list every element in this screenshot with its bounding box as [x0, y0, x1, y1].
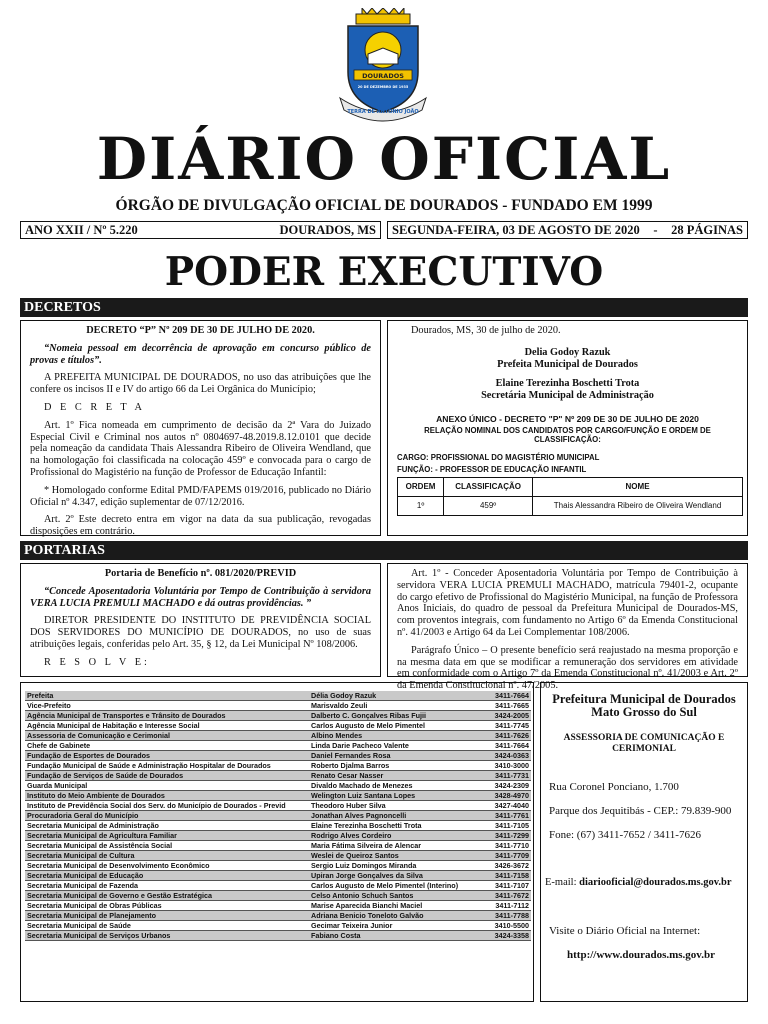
- table-row: [25, 791, 531, 801]
- portarias-bar: PORTARIAS: [20, 541, 748, 560]
- directory-office: Secretaria Municipal de Assistência Social: [25, 841, 309, 851]
- prefeitura-department: ASSESSORIA DE COMUNICAÇÃO E CERIMONIAL: [563, 733, 725, 754]
- table-row: [25, 701, 531, 711]
- table-row: [25, 741, 531, 751]
- decreto-art1: Art. 1º Fica nomeada em cumprimento de decisão da 2ª Vara do Juizado Especial Civil e Criminal nos autos nº 0804697-48.2019.8.12.0101 que decide pela nomeação da candidata Thais Alessandra Ribeiro de Oliveira Wendland, que na homologação foi classificada na colocação 459º e convocada para o cargo de Profissional do Magistério na função de Professor de Educação Infantil:: [30, 419, 371, 478]
- date-box: [387, 221, 748, 239]
- directory-office: Assessoria de Comunicação e Cerimonial: [25, 731, 309, 741]
- directory-phone: 3411-7788: [489, 911, 531, 921]
- directory-phone: 3427-4040: [489, 801, 531, 811]
- directory-phone: 3411-7710: [489, 841, 531, 851]
- directory-panel: [20, 682, 534, 1002]
- annex-header-nome: NOME: [533, 478, 743, 497]
- directory-office: Secretaria Municipal de Cultura: [25, 851, 309, 861]
- directory-phone: 3426-3672: [489, 861, 531, 871]
- directory-name: Dalberto C. Gonçalves Ribas Fujii: [309, 711, 489, 721]
- directory-phone: 3411-7761: [489, 811, 531, 821]
- masthead-title: DIÁRIO OFICIAL: [96, 125, 672, 193]
- directory-phone: 3424-2309: [489, 781, 531, 791]
- directory-table: [25, 691, 531, 941]
- signature-1-name: Delia Godoy Razuk: [524, 346, 611, 358]
- directory-phone: 3411-7731: [489, 771, 531, 781]
- directory-phone: 3411-7107: [489, 881, 531, 891]
- directory-phone: 3411-7158: [489, 871, 531, 881]
- directory-name: Renato Cesar Nasser: [309, 771, 489, 781]
- annex-header-ordem: ORDEM: [398, 478, 444, 497]
- decreto-annex-panel: [387, 320, 748, 536]
- directory-name: Linda Darie Pacheco Valente: [309, 741, 489, 751]
- directory-name: Marise Aparecida Bianchi Maciel: [309, 901, 489, 911]
- directory-office: Secretaria Municipal de Governo e Gestão Estratégica: [25, 891, 309, 901]
- directory-name: Weslei de Queiroz Santos: [309, 851, 489, 861]
- prefeitura-visit: Visite o Diário Oficial na Internet:: [549, 925, 701, 937]
- directory-office: Secretaria Municipal de Fazenda: [25, 881, 309, 891]
- decreto-title: DECRETO “P” Nº 209 DE 30 DE JULHO DE 2020.: [86, 325, 315, 336]
- directory-office: Secretaria Municipal de Obras Públicas: [25, 901, 309, 911]
- directory-name: Fabiano Costa: [309, 931, 489, 941]
- directory-phone: 3411-7745: [489, 721, 531, 731]
- directory-phone: 3410-5500: [489, 921, 531, 931]
- table-row: [25, 721, 531, 731]
- prefeitura-title: Prefeitura Municipal de Dourados Mato Grosso do Sul: [552, 692, 736, 719]
- directory-phone: 3411-7709: [489, 851, 531, 861]
- directory-office: Secretaria Municipal de Saúde: [25, 921, 309, 931]
- portaria-articles-panel: [387, 563, 748, 692]
- portaria-resolve: R E S O L V E:: [44, 656, 150, 668]
- table-row: [25, 751, 531, 761]
- table-row: [25, 811, 531, 821]
- table-row: [25, 881, 531, 891]
- table-row: [25, 891, 531, 901]
- directory-office: Secretaria Municipal de Educação: [25, 871, 309, 881]
- email-label: E-mail:: [545, 877, 580, 888]
- directory-name: Upiran Jorge Gonçalves da Silva: [309, 871, 489, 881]
- directory-phone: 3411-7664: [489, 691, 531, 701]
- directory-office: Procuradoria Geral do Município: [25, 811, 309, 821]
- annex-title: ANEXO ÚNICO - DECRETO "P" Nº 209 DE 30 DE JULHO DE 2020: [436, 413, 699, 424]
- annex-subtitle: RELAÇÃO NOMINAL DOS CANDIDATOS POR CARGO/FUNÇÃO E ORDEM DE CLASSIFICAÇÃO:: [424, 425, 711, 444]
- directory-phone: 3411-7112: [489, 901, 531, 911]
- table-row: [25, 711, 531, 721]
- directory-phone: 3428-4970: [489, 791, 531, 801]
- directory-name: Gecimar Teixeira Junior: [309, 921, 489, 931]
- prefeitura-address: Rua Coronel Ponciano, 1.700: [549, 781, 679, 793]
- signature-2-role: Secretária Municipal de Administração: [481, 390, 654, 402]
- decreto-preamble: A PREFEITA MUNICIPAL DE DOURADOS, no uso das atribuições que lhe confere os incisos II e IV do artigo 66 da Lei Orgânica do Município;: [30, 372, 371, 396]
- directory-office: Secretaria Municipal de Desenvolvimento Econômico: [25, 861, 309, 871]
- directory-name: Maria Fátima Silveira de Alencar: [309, 841, 489, 851]
- table-row: [25, 911, 531, 921]
- table-row: [25, 931, 531, 941]
- directory-name: Albino Mendes: [309, 731, 489, 741]
- masthead-subtitle: ÓRGÃO DE DIVULGAÇÃO OFICIAL DE DOURADOS - FUNDADO EM 1999: [115, 197, 653, 214]
- table-row: [25, 761, 531, 771]
- prefeitura-email-line: [545, 877, 745, 888]
- directory-office: Prefeita: [25, 691, 309, 701]
- directory-office: Fundação de Esportes de Dourados: [25, 751, 309, 761]
- edition-number: ANO XXII / Nº 5.220: [25, 222, 138, 237]
- annex-cell-nome: Thais Alessandra Ribeiro de Oliveira Wendland: [533, 497, 743, 516]
- directory-office: Chefe de Gabinete: [25, 741, 309, 751]
- directory-name: Welington Luiz Santana Lopes: [309, 791, 489, 801]
- decreto-homologado: * Homologado conforme Edital PMD/FAPEMS 019/2016, publicado no Diário Oficial nº 4.347, edição suplementar de 07/12/2016.: [30, 484, 371, 508]
- decreto-art2: Art. 2º Este decreto entra em vigor na data da sua publicação, revogadas disposições em contrário.: [30, 514, 371, 538]
- prefeitura-url[interactable]: http://www.dourados.ms.gov.br: [567, 949, 715, 961]
- directory-phone: 3424-3358: [489, 931, 531, 941]
- directory-phone: 3411-7299: [489, 831, 531, 841]
- directory-office: Secretaria Municipal de Administração: [25, 821, 309, 831]
- table-row: [25, 801, 531, 811]
- signature-1-role: Prefeita Municipal de Dourados: [497, 358, 638, 370]
- directory-name: Délia Godoy Razuk: [309, 691, 489, 701]
- table-row: [25, 831, 531, 841]
- dourados-crest-logo: [336, 8, 430, 126]
- directory-phone: 3411-7672: [489, 891, 531, 901]
- directory-name: Jonathan Alves Pagnoncelli: [309, 811, 489, 821]
- directory-name: Daniel Fernandes Rosa: [309, 751, 489, 761]
- annex-funcao: FUNÇÃO: - PROFESSOR DE EDUCAÇÃO INFANTIL: [397, 464, 587, 474]
- annex-cell-classificacao: 459º: [444, 497, 533, 516]
- crest-ribbon: 20 DE DEZEMBRO DE 1935: [357, 85, 409, 89]
- directory-phone: 3411-7665: [489, 701, 531, 711]
- directory-office: Vice-Prefeito: [25, 701, 309, 711]
- table-row: [25, 821, 531, 831]
- table-row: [25, 691, 531, 701]
- portaria-paragrafo: Parágrafo Único – O presente benefício será reajustado na mesma proporção e na mesma data em que se modificar a remuneração dos servidores em atividade em conformidade com o Artigo 7º da Emenda Constitucional nº. 41/2003 e Art. 2º da Emenda Constitucional nº. 47/2005.: [397, 644, 738, 692]
- directory-phone: 3411-7626: [489, 731, 531, 741]
- section-heading: PODER EXECUTIVO: [164, 249, 604, 295]
- edition-pages: 28 PÁGINAS: [671, 222, 743, 237]
- directory-office: Instituto de Previdência Social dos Serv. do Município de Dourados - Previd: [25, 801, 309, 811]
- annex-cell-ordem: 1º: [398, 497, 444, 516]
- signature-2-name: Elaine Terezinha Boschetti Trota: [495, 378, 640, 390]
- portaria-panel: [20, 563, 381, 677]
- table-row: [398, 497, 743, 516]
- table-row: [25, 861, 531, 871]
- decreto-ementa: “Nomeia pessoal em decorrência de aprovação em concurso público de provas e títulos”.: [30, 342, 371, 366]
- directory-office: Secretaria Municipal de Planejamento: [25, 911, 309, 921]
- table-row: [25, 921, 531, 931]
- directory-office: Agência Municipal de Habitação e Interesse Social: [25, 721, 309, 731]
- directory-name: Carlos Augusto de Melo Pimentel (Interino): [309, 881, 489, 891]
- crest-banner: DOURADOS: [362, 72, 404, 80]
- table-row: [25, 781, 531, 791]
- directory-name: Marisvaldo Zeuli: [309, 701, 489, 711]
- directory-office: Secretaria Municipal de Agricultura Familiar: [25, 831, 309, 841]
- directory-name: Roberto Djalma Barros: [309, 761, 489, 771]
- table-row: [25, 851, 531, 861]
- decreto-decreta: D E C R E T A: [44, 401, 145, 413]
- decreto-place-date: Dourados, MS, 30 de julho de 2020.: [411, 325, 561, 336]
- directory-name: Rodrigo Alves Cordeiro: [309, 831, 489, 841]
- portaria-title: Portaria de Benefício nº. 081/2020/PREVID: [104, 568, 297, 579]
- email-link[interactable]: diariooficial@dourados.ms.gov.br: [579, 877, 732, 888]
- directory-name: Theodoro Huber Silva: [309, 801, 489, 811]
- crest-motto: TERRA DE ANTONIO JOÃO: [347, 109, 419, 115]
- directory-office: Secretaria Municipal de Serviços Urbanos: [25, 931, 309, 941]
- decreto-panel: [20, 320, 381, 536]
- directory-phone: 3411-7105: [489, 821, 531, 831]
- directory-name: Elaine Terezinha Boschetti Trota: [309, 821, 489, 831]
- portaria-preamble: DIRETOR PRESIDENTE DO INSTITUTO DE PREVIDÊNCIA SOCIAL DOS SERVIDORES DO MUNICÍPIO DE DOURADOS, no uso de suas atribuições legais, conferidas pelo Art. 35, § 12, da Lei Municipal Nº 108/2006.: [30, 615, 371, 650]
- edition-city: DOURADOS, MS: [279, 222, 376, 237]
- prefeitura-panel: [540, 682, 748, 1002]
- table-row: [25, 771, 531, 781]
- directory-office: Fundação Municipal de Saúde e Administração Hospitalar de Dourados: [25, 761, 309, 771]
- table-row: [25, 871, 531, 881]
- edition-box: [20, 221, 381, 239]
- directory-name: Divaldo Machado de Menezes: [309, 781, 489, 791]
- portaria-ementa: “Concede Aposentadoria Voluntária por Tempo de Contribuição à servidora VERA LUCIA PREMULI MACHADO e dá outras providências. ”: [30, 585, 371, 609]
- directory-office: Instituto do Meio Ambiente de Dourados: [25, 791, 309, 801]
- table-row: [25, 841, 531, 851]
- directory-phone: 3411-7664: [489, 741, 531, 751]
- directory-phone: 3410-3000: [489, 761, 531, 771]
- table-row: [25, 731, 531, 741]
- directory-name: Celso Antonio Schuch Santos: [309, 891, 489, 901]
- prefeitura-district: Parque dos Jequitibás - CEP.: 79.839-900: [549, 805, 732, 817]
- directory-name: Sergio Luiz Domingos Miranda: [309, 861, 489, 871]
- directory-phone: 3424-0363: [489, 751, 531, 761]
- directory-name: Adriana Benicio Toneloto Galvão: [309, 911, 489, 921]
- directory-office: Agência Municipal de Transportes e Trânsito de Dourados: [25, 711, 309, 721]
- date-separator: -: [653, 222, 658, 237]
- directory-office: Fundação de Serviços de Saúde de Dourados: [25, 771, 309, 781]
- directory-office: Guarda Municipal: [25, 781, 309, 791]
- annex-cargo: CARGO: PROFISSIONAL DO MAGISTÉRIO MUNICIPAL: [397, 452, 600, 462]
- table-row: [25, 901, 531, 911]
- annex-table: [397, 477, 743, 516]
- portaria-art1: Art. 1º - Conceder Aposentadoria Voluntária por Tempo de Contribuição à servidora VERA LUCIA PREMULI MACHADO, matrícula 79401-2, ocupante do cargo efetivo de Profissional do Magistério Municipal, na função de Professora Anos Iniciais, do quadro de pessoal da Prefeitura Municipal de Dourados-MS, com proventos integrais, com fundamento no Artigo 6º da Emenda Constitucional nº. 41/2003 e Artigo 64 da Lei Complementar 108/2006.: [397, 568, 738, 638]
- prefeitura-phone: Fone: (67) 3411-7652 / 3411-7626: [549, 829, 701, 841]
- decretos-bar: DECRETOS: [20, 298, 748, 317]
- directory-name: Carlos Augusto de Melo Pimentel: [309, 721, 489, 731]
- edition-date: SEGUNDA-FEIRA, 03 DE AGOSTO DE 2020: [392, 222, 640, 237]
- directory-phone: 3424-2005: [489, 711, 531, 721]
- annex-header-classificacao: CLASSIFICAÇÃO: [444, 478, 533, 497]
